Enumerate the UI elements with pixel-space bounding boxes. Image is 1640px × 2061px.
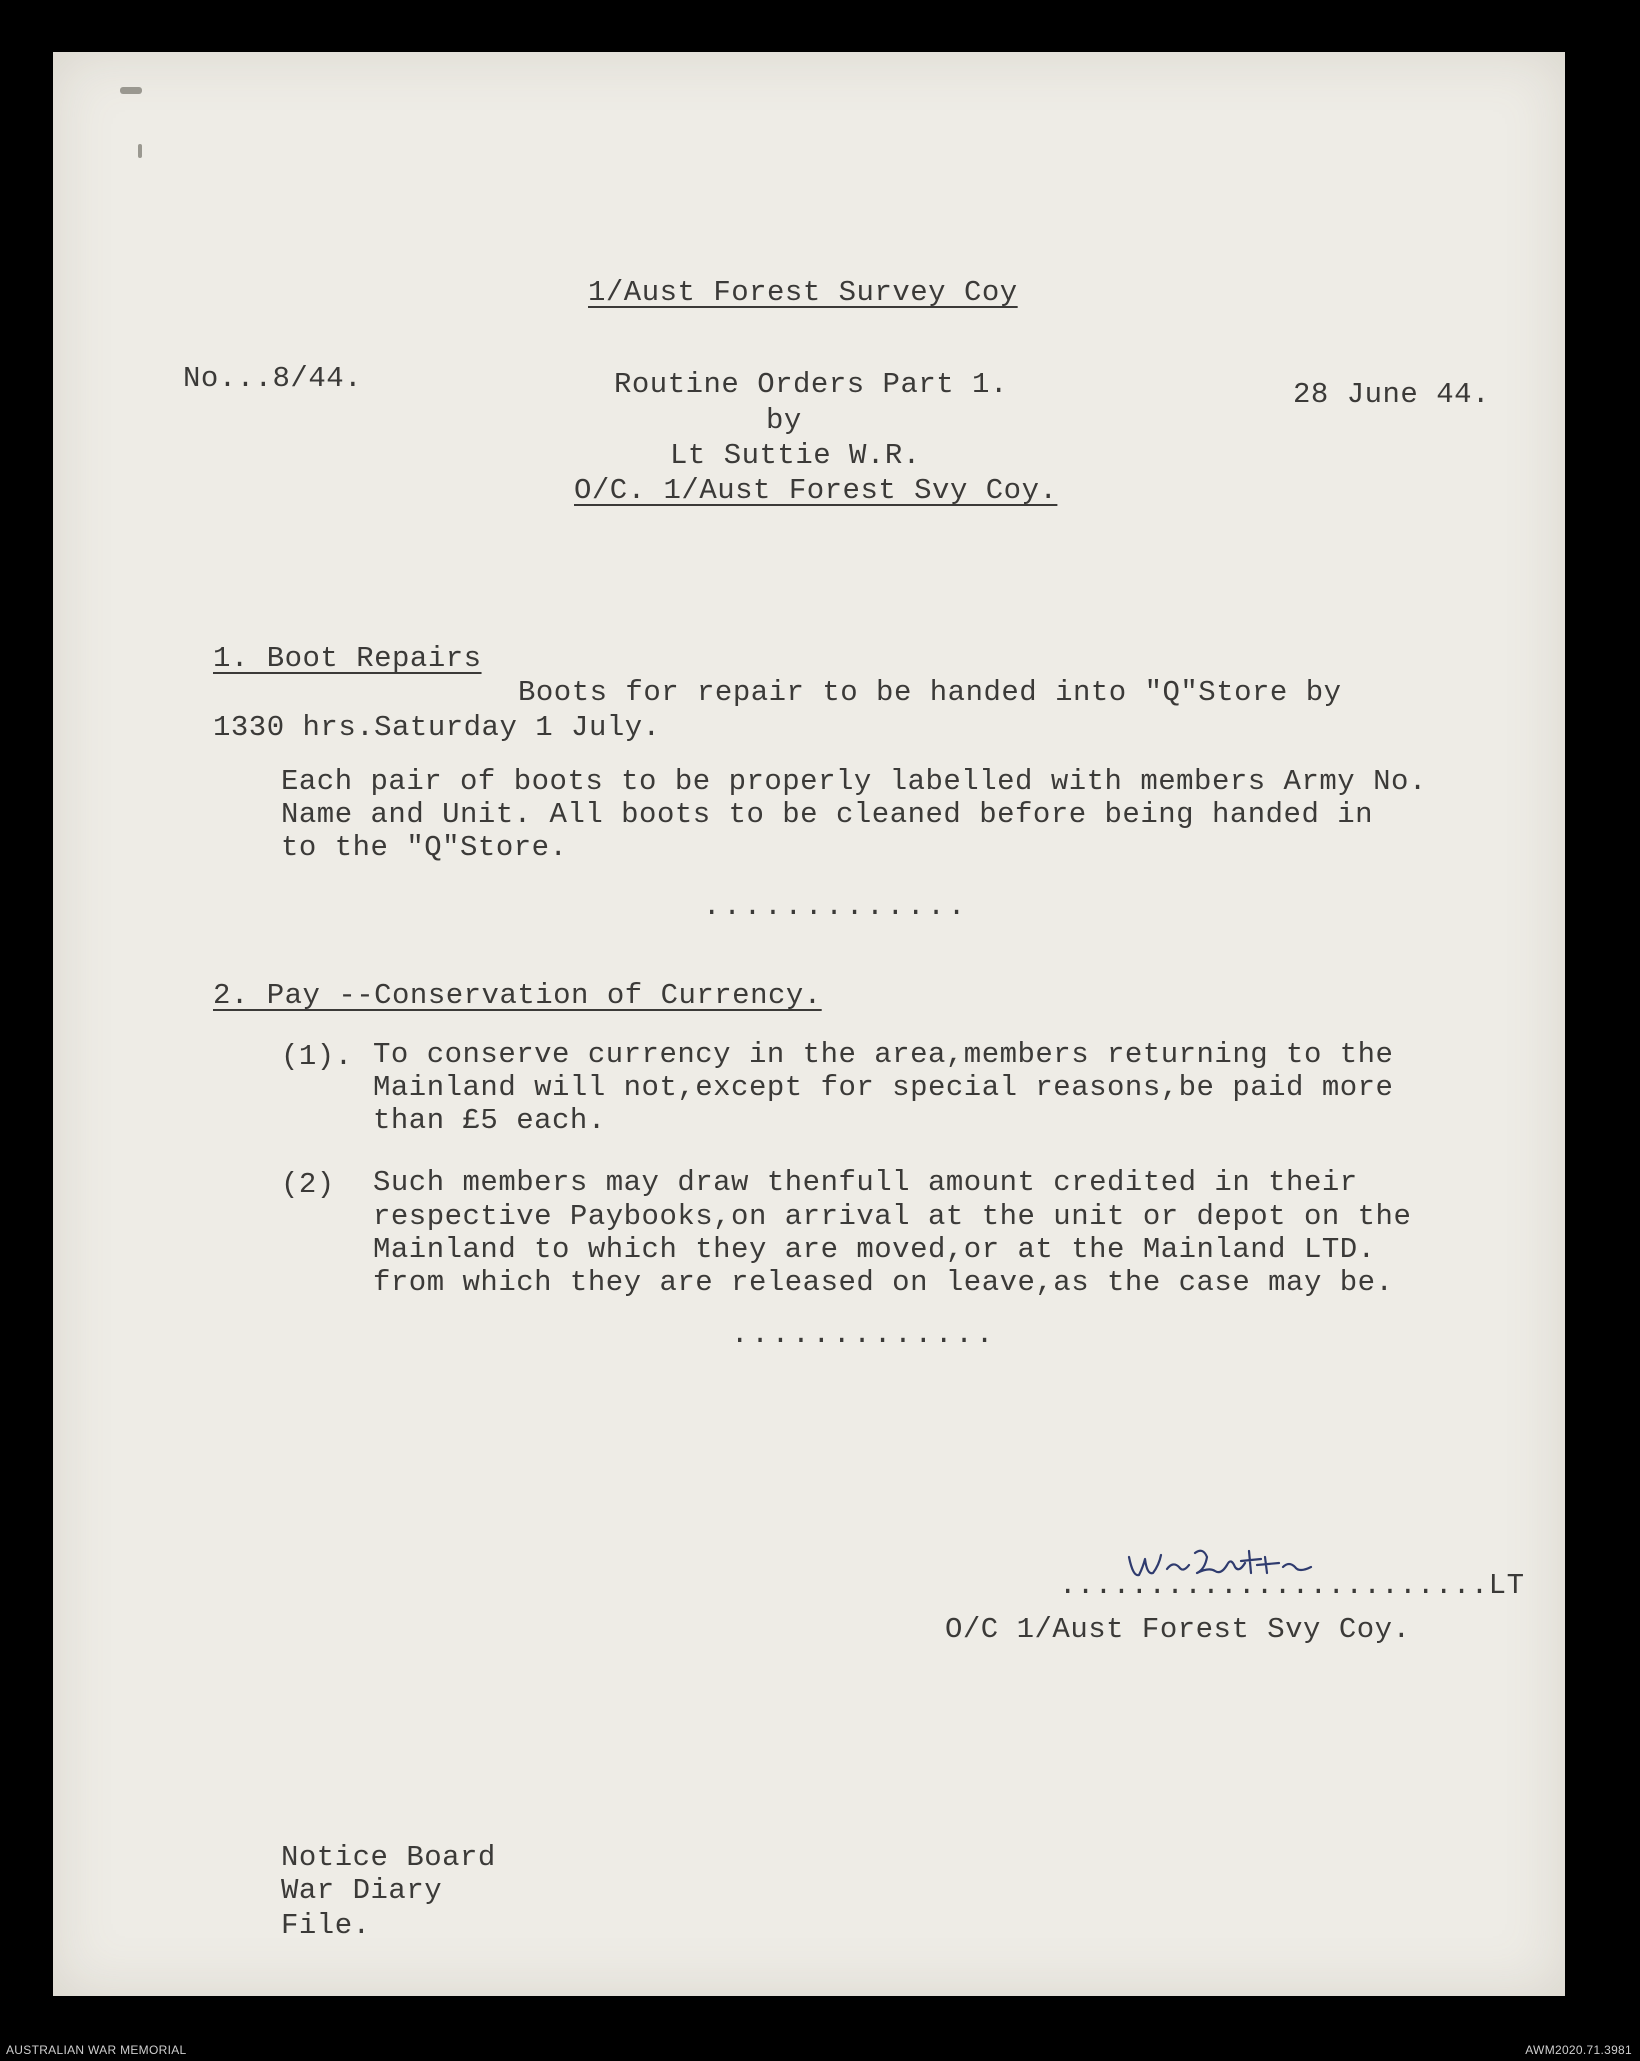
separator-1: .............	[703, 890, 969, 923]
unit-heading: 1/Aust Forest Survey Coy	[588, 276, 1018, 309]
document-page	[53, 52, 1565, 1996]
title-line-3: Lt Suttie W.R.	[670, 439, 921, 472]
item-2-sub-1-line-2: Mainland will not,except for special reasons,be paid more	[373, 1071, 1394, 1104]
distribution-war-diary: War Diary	[281, 1874, 443, 1907]
punch-hole-mark	[138, 144, 142, 158]
item-2-heading: 2. Pay --Conservation of Currency.	[213, 979, 822, 1012]
archive-caption-left: AUSTRALIAN WAR MEMORIAL	[6, 2043, 187, 2057]
title-line-1: Routine Orders Part 1.	[614, 368, 1008, 401]
item-1-para-2-line-3: to the "Q"Store.	[281, 831, 568, 864]
item-2-sub-1-line-3: than £5 each.	[373, 1104, 606, 1137]
signature-title: O/C 1/Aust Forest Svy Coy.	[945, 1613, 1411, 1646]
item-1-para-2-line-1: Each pair of boots to be properly labelled with members Army No.	[281, 765, 1427, 798]
item-2-sub-1-label: (1).	[281, 1040, 353, 1073]
item-2-sub-1-line-1: To conserve currency in the area,members returning to the	[373, 1038, 1394, 1071]
item-1-line-1: Boots for repair to be handed into "Q"Store by	[518, 676, 1342, 709]
item-2-sub-2-label: (2)	[281, 1168, 335, 1201]
item-2-sub-2-line-1: Such members may draw thenfull amount credited in their	[373, 1166, 1358, 1199]
order-date: 28 June 44.	[1293, 378, 1490, 411]
distribution-notice-board: Notice Board	[281, 1841, 496, 1874]
archive-caption-right: AWM2020.71.3981	[1525, 2043, 1632, 2057]
item-2-sub-2-line-2: respective Paybooks,on arrival at the unit or depot on the	[373, 1200, 1412, 1233]
item-1-line-2: 1330 hrs.Saturday 1 July.	[213, 711, 661, 744]
separator-2: .............	[731, 1318, 997, 1351]
item-2-sub-2-line-4: from which they are released on leave,as the case may be.	[373, 1266, 1394, 1299]
title-line-4: O/C. 1/Aust Forest Svy Coy.	[574, 474, 1058, 507]
order-number: No...8/44.	[183, 362, 363, 395]
punch-hole-mark	[120, 87, 142, 94]
title-line-2: by	[766, 404, 802, 437]
item-1-para-2-line-2: Name and Unit. All boots to be cleaned before being handed in	[281, 798, 1374, 831]
item-2-sub-2-line-3: Mainland to which they are moved,or at the Mainland LTD.	[373, 1233, 1376, 1266]
item-1-heading: 1. Boot Repairs	[213, 642, 482, 675]
signature-dotted-line: ........................LT	[1059, 1569, 1525, 1602]
distribution-file: File.	[281, 1909, 371, 1942]
